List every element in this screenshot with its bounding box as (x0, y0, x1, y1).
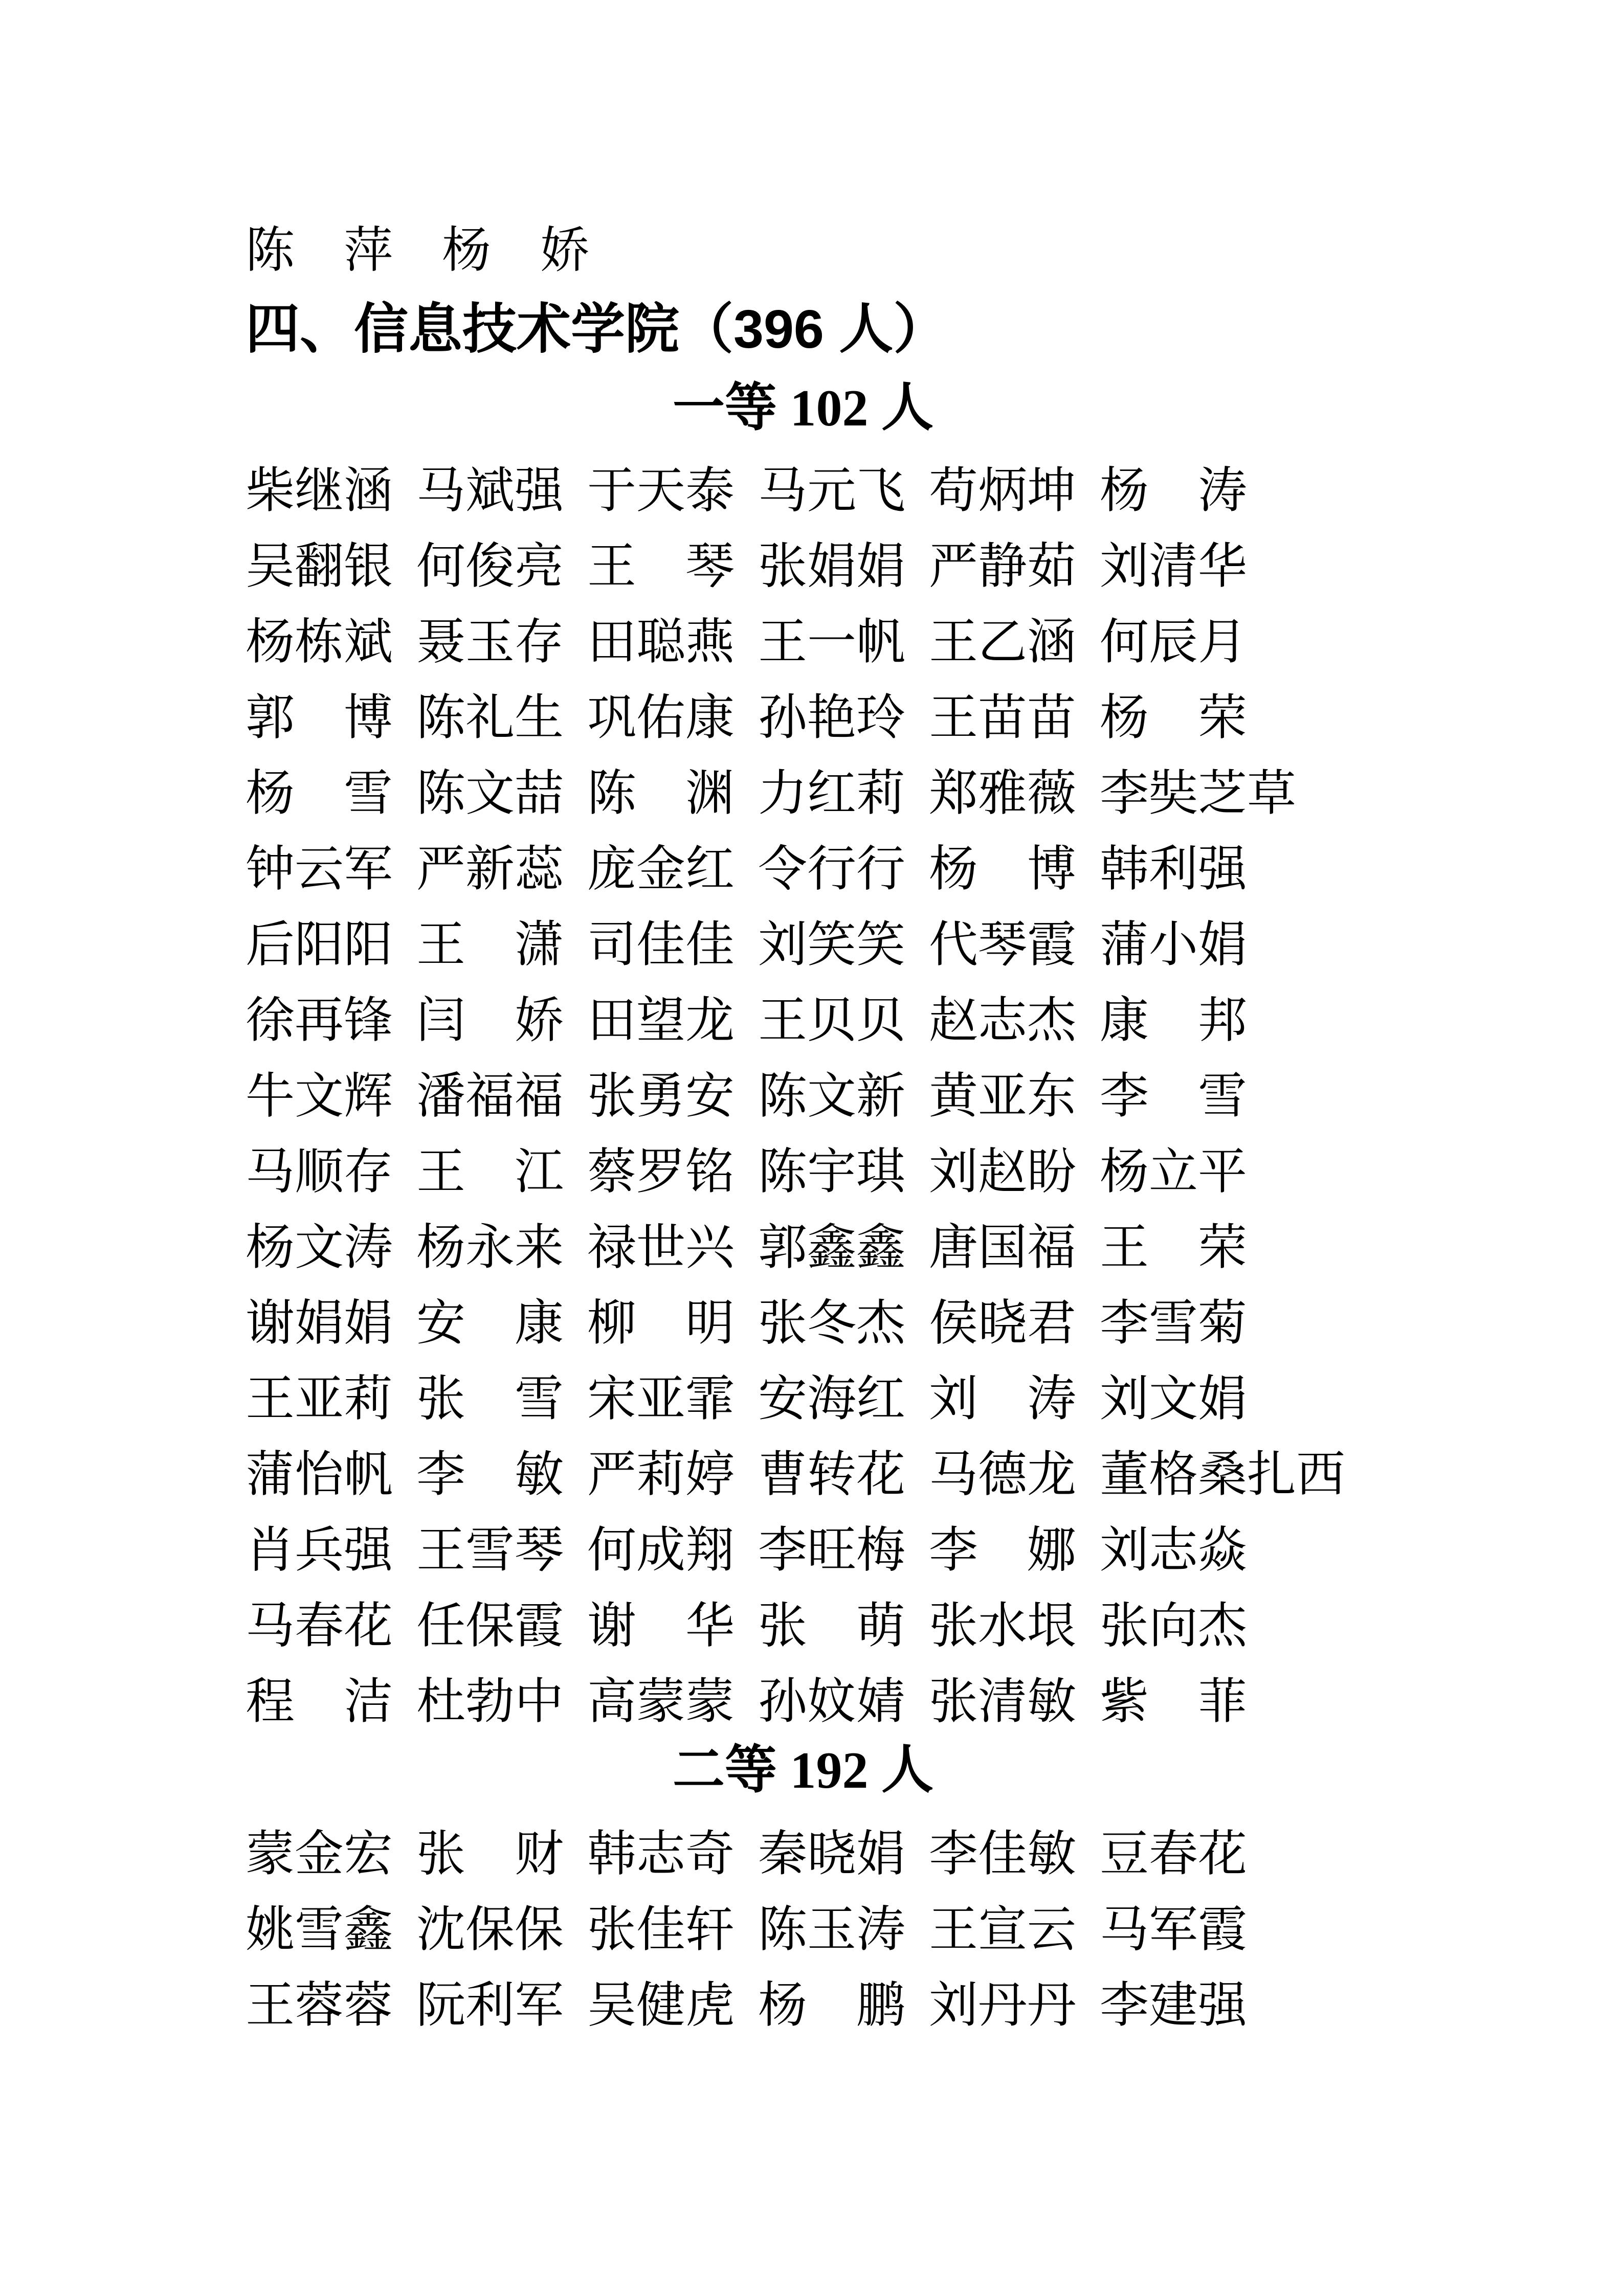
section-heading: 四、信息技术学院（396 人） (246, 299, 948, 359)
student-name: 李 敏 (416, 1447, 564, 1502)
tier-one-section (246, 381, 1361, 1740)
student-name: 吴健虎 (587, 1978, 735, 2033)
student-name: 赵志杰 (929, 993, 1076, 1048)
student-name: 王乙涵 (929, 615, 1076, 669)
student-name: 王 潇 (416, 917, 564, 972)
name-row (246, 983, 1361, 1059)
student-name: 陈 渊 (587, 766, 735, 821)
student-name: 张勇安 (587, 1069, 735, 1123)
student-name: 牛文辉 (246, 1069, 393, 1123)
student-name: 杨 涛 (1100, 463, 1247, 518)
name-row (246, 1968, 1361, 2043)
student-name: 韩志奇 (587, 1827, 735, 1881)
name-row (246, 1437, 1361, 1513)
student-name: 杨文涛 (246, 1220, 393, 1275)
student-name: 孙艳玲 (758, 690, 905, 745)
student-name: 柳 明 (587, 1296, 735, 1350)
student-name: 安 康 (416, 1296, 564, 1350)
name-row (246, 1361, 1361, 1437)
student-name: 任保霞 (416, 1599, 564, 1653)
name-row (246, 1816, 1361, 1892)
student-name: 马斌强 (416, 463, 564, 518)
student-name: 马军霞 (1100, 1902, 1247, 1957)
student-name: 刘志焱 (1100, 1523, 1247, 1578)
student-name: 张冬杰 (758, 1296, 905, 1350)
student-name: 陈宇琪 (758, 1144, 905, 1199)
student-name: 张 萌 (758, 1599, 905, 1653)
student-name: 紫 菲 (1100, 1674, 1247, 1729)
student-name: 王 琴 (587, 539, 735, 594)
student-name: 陈文喆 (416, 766, 564, 821)
student-name: 王宣云 (929, 1902, 1076, 1957)
student-name: 李 雪 (1100, 1069, 1247, 1123)
student-name: 康 邦 (1100, 993, 1247, 1048)
student-name: 侯晓君 (929, 1296, 1076, 1350)
carryover-names-line: 陈 萍 杨 娇 (246, 223, 589, 278)
student-name: 李建强 (1100, 1978, 1247, 2033)
student-name: 张向杰 (1100, 1599, 1247, 1653)
student-name: 黄亚东 (929, 1069, 1076, 1123)
student-name: 闫 娇 (416, 993, 564, 1048)
student-name: 陈礼生 (416, 690, 564, 745)
page-content (246, 225, 1361, 2043)
student-name: 严新蕊 (416, 842, 564, 896)
student-name: 李旺梅 (758, 1523, 905, 1578)
student-name: 孙妏婧 (758, 1674, 905, 1729)
student-name: 庞金红 (587, 842, 735, 896)
student-name: 张娟娟 (758, 539, 905, 594)
student-name: 王贝贝 (758, 993, 905, 1048)
name-row (246, 756, 1361, 831)
student-name: 刘笑笑 (758, 917, 905, 972)
name-row (246, 529, 1361, 604)
student-name: 代琴霞 (929, 917, 1076, 972)
student-name: 董格桑扎西 (1100, 1447, 1345, 1502)
student-name: 吴翻银 (246, 539, 393, 594)
student-name: 张 财 (416, 1827, 564, 1881)
student-name: 韩利强 (1100, 842, 1247, 896)
student-name: 郭 博 (246, 690, 393, 745)
student-name: 力红莉 (758, 766, 905, 821)
student-name: 杨 雪 (246, 766, 393, 821)
student-name: 蔡罗铭 (587, 1144, 735, 1199)
tier-two-name-rows (246, 1816, 1361, 2043)
student-name: 刘丹丹 (929, 1978, 1076, 2033)
name-row (246, 1892, 1361, 1968)
student-name: 严莉婷 (587, 1447, 735, 1502)
name-row (246, 1588, 1361, 1664)
student-name: 王蓉蓉 (246, 1978, 393, 2033)
student-name: 蒙金宏 (246, 1827, 393, 1881)
student-name: 马春花 (246, 1599, 393, 1653)
student-name: 郭鑫鑫 (758, 1220, 905, 1275)
name-row (246, 680, 1361, 756)
name-row (246, 907, 1361, 983)
student-name: 王亚莉 (246, 1371, 393, 1426)
student-name: 李奘芝草 (1100, 766, 1296, 821)
student-name: 阮利军 (416, 1978, 564, 2033)
student-name: 蒲小娟 (1100, 917, 1247, 972)
student-name: 巩佑康 (587, 690, 735, 745)
student-name: 田聪燕 (587, 615, 735, 669)
student-name: 杨 荣 (1100, 690, 1247, 745)
student-name: 郑雅薇 (929, 766, 1076, 821)
student-name: 王一帆 (758, 615, 905, 669)
student-name: 陈文新 (758, 1069, 905, 1123)
student-name: 于天泰 (587, 463, 735, 518)
student-name: 豆春花 (1100, 1827, 1247, 1881)
tier-one-heading: 一等 102 人 (673, 379, 933, 437)
student-name: 谢娟娟 (246, 1296, 393, 1350)
student-name: 李 娜 (929, 1523, 1076, 1578)
student-name: 刘赵盼 (929, 1144, 1076, 1199)
student-name: 张 雪 (416, 1371, 564, 1426)
student-name: 田望龙 (587, 993, 735, 1048)
student-name: 苟炳坤 (929, 463, 1076, 518)
student-name: 杨 博 (929, 842, 1076, 896)
student-name: 程 洁 (246, 1674, 393, 1729)
student-name: 张水垠 (929, 1599, 1076, 1653)
student-name: 禄世兴 (587, 1220, 735, 1275)
student-name: 宋亚霏 (587, 1371, 735, 1426)
name-row (246, 453, 1361, 529)
student-name: 沈保保 (416, 1902, 564, 1957)
student-name: 刘 涛 (929, 1371, 1076, 1426)
student-name: 聂玉存 (416, 615, 564, 669)
tier-two-section (246, 1744, 1361, 2043)
student-name: 张清敏 (929, 1674, 1076, 1729)
student-name: 王雪琴 (416, 1523, 564, 1578)
name-row (246, 1513, 1361, 1588)
name-row (246, 1664, 1361, 1740)
student-name: 王 荣 (1100, 1220, 1247, 1275)
name-row (246, 831, 1361, 907)
student-name: 令行行 (758, 842, 905, 896)
student-name: 曹转花 (758, 1447, 905, 1502)
student-name: 肖兵强 (246, 1523, 393, 1578)
student-name: 司佳佳 (587, 917, 735, 972)
student-name: 陈玉涛 (758, 1902, 905, 1957)
student-name: 何辰月 (1100, 615, 1247, 669)
student-name: 何俊亮 (416, 539, 564, 594)
student-name: 杨栋斌 (246, 615, 393, 669)
student-name: 杨立平 (1100, 1144, 1247, 1199)
student-name: 柴继涵 (246, 463, 393, 518)
student-name: 后阳阳 (246, 917, 393, 972)
tier-two-heading: 二等 192 人 (673, 1742, 933, 1799)
student-name: 谢 华 (587, 1599, 735, 1653)
student-name: 马德龙 (929, 1447, 1076, 1502)
student-name: 安海红 (758, 1371, 905, 1426)
tier-one-name-rows (246, 453, 1361, 1740)
student-name: 秦晓娟 (758, 1827, 905, 1881)
student-name: 刘清华 (1100, 539, 1247, 594)
student-name: 姚雪鑫 (246, 1902, 393, 1957)
student-name: 杜勃中 (416, 1674, 564, 1729)
name-row (246, 1210, 1361, 1286)
student-name: 王苗苗 (929, 690, 1076, 745)
student-name: 李雪菊 (1100, 1296, 1247, 1350)
student-name: 李佳敏 (929, 1827, 1076, 1881)
student-name: 马元飞 (758, 463, 905, 518)
student-name: 高蒙蒙 (587, 1674, 735, 1729)
student-name: 杨 鹏 (758, 1978, 905, 2033)
student-name: 杨永来 (416, 1220, 564, 1275)
student-name: 徐再锋 (246, 993, 393, 1048)
student-name: 张佳轩 (587, 1902, 735, 1957)
student-name: 刘文娟 (1100, 1371, 1247, 1426)
student-name: 何成翔 (587, 1523, 735, 1578)
name-row (246, 1134, 1361, 1210)
student-name: 王 江 (416, 1144, 564, 1199)
student-name: 唐国福 (929, 1220, 1076, 1275)
student-name: 潘福福 (416, 1069, 564, 1123)
name-row (246, 1059, 1361, 1134)
name-row (246, 604, 1361, 680)
student-name: 蒲怡帆 (246, 1447, 393, 1502)
student-name: 严静茹 (929, 539, 1076, 594)
student-name: 钟云军 (246, 842, 393, 896)
name-row (246, 1286, 1361, 1361)
student-name: 马顺存 (246, 1144, 393, 1199)
